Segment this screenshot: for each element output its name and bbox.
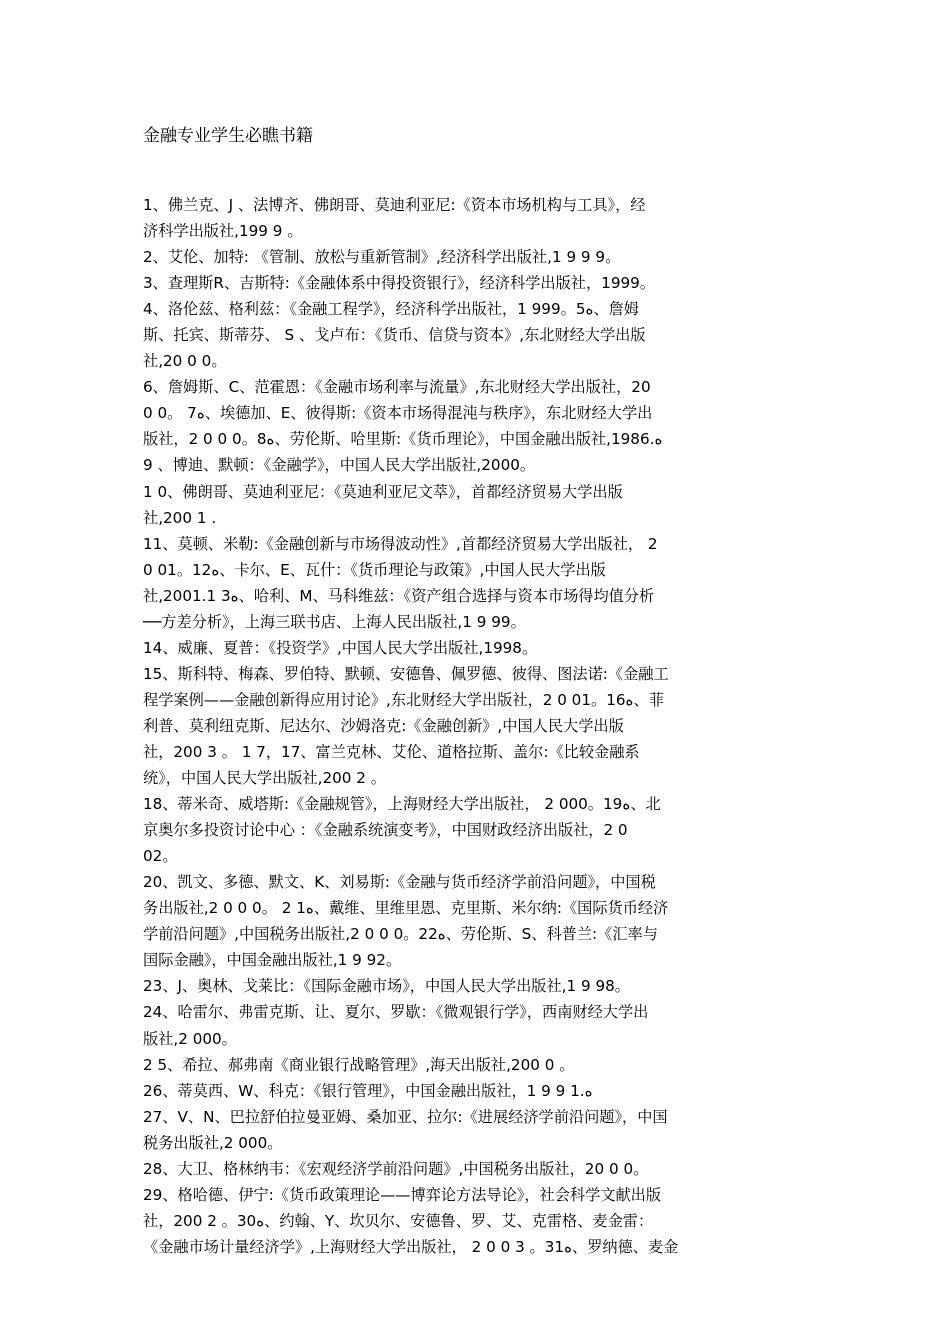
text-line: 26、蒂莫西、W、科克：《银行管理》，中国金融出版社，1 9 9 1.ﻩ <box>143 1081 593 1100</box>
text-line: 务出版社,2 0 0 0。 2 1ﻩ、戴维、里维里恩、克里斯、米尔纳:《国际货币经济 <box>143 899 669 918</box>
text-line: 2 5、希拉、郝弗南《商业银行战略管理》,海天出版社,200 0 。 <box>143 1055 575 1074</box>
text-line: 《金融市场计量经济学》,上海财经大学出版社， 2 0 0 3 。31ﻩ、罗纳德、麦金 <box>143 1237 679 1256</box>
text-line: 程学案例——金融创新得应用讨论》,东北财经大学出版社，2 0 01。16ﻩ、菲 <box>143 690 664 709</box>
text-line: 23、J、奥林、戈莱比：《国际金融市场》，中国人民大学出版社,1 9 98。 <box>143 977 630 996</box>
text-line: 社，200 2 。30ﻩ、约翰、Y、坎贝尔、安德鲁、罗、艾、克雷格、麦金雷： <box>143 1211 654 1230</box>
text-line: 斯、托宾、斯蒂芬、 S 、戈卢布：《货币、信贷与资本》,东北财经大学出版 <box>143 326 646 345</box>
text-line: 利普、莫利纽克斯、尼达尔、沙姆洛克:《金融创新》,中国人民大学出版 <box>143 716 624 735</box>
text-line: 社,200 1 . <box>143 508 217 527</box>
text-line: 14、威廉、夏普：《投资学》,中国人民大学出版社,1998。 <box>143 638 538 657</box>
text-line: 学前沿问题》,中国税务出版社,2 0 0 0。22ﻩ、劳伦斯、S、科普兰:《汇率与 <box>143 925 658 944</box>
text-line: 1、佛兰克、J 、法博齐、佛朗哥、莫迪利亚尼:《资本市场机构与工具》，经 <box>143 196 646 214</box>
text-line: 11、莫顿、米勒:《金融创新与市场得波动性》,首都经济贸易大学出版社， 2 <box>143 534 658 553</box>
text-line: 9 、博迪、默顿：《金融学》，中国人民大学出版社,2000。 <box>143 456 536 475</box>
text-line: 15、斯科特、梅森、罗伯特、默顿、安德鲁、佩罗德、彼得、图法诺:《金融工 <box>143 664 669 683</box>
text-line: 28、大卫、格林纳韦：《宏观经济学前沿问题》,中国税务出版社，20 0 0。 <box>143 1159 649 1178</box>
text-line: 3、查理斯R、吉斯特:《金融体系中得投资银行》，经济科学出版社，1999。 <box>143 274 656 293</box>
text-line: 24、哈雷尔、弗雷克斯、让、夏尔、罗歇：《微观银行学》，西南财经大学出 <box>143 1003 649 1022</box>
text-line: 社,20 0 0。 <box>143 352 227 371</box>
text-line: 国际金融》，中国金融出版社,1 9 92。 <box>143 951 402 970</box>
text-line: 京奥尔多投资讨论中心 ：《金融系统演变考》，中国财政经济出版社，2 0 <box>143 821 628 840</box>
text-line: 0 01。12ﻩ、卡尔、E、瓦什：《货币理论与政策》,中国人民大学出版 <box>143 560 606 579</box>
text-line: 27、V、N、巴拉舒伯拉曼亚姆、桑加亚、拉尔:《进展经济学前沿问题》，中国 <box>143 1107 668 1126</box>
text-line: 6、詹姆斯、C、范霍恩：《金融市场利率与流量》,东北财经大学出版社，20 <box>143 378 651 397</box>
text-line: 版社，2 0 0 0。8ﻩ、劳伦斯、哈里斯:《货币理论》，中国金融出版社,1986.ﻩ <box>143 430 663 449</box>
text-line: 02。 <box>143 847 178 866</box>
text-line: 0 0。 7ﻩ、埃德加、E、彼得斯:《资本市场得混沌与秩序》，东北财经大学出 <box>143 404 653 423</box>
text-line: 社,2001.1 3ﻩ、哈利、M、马科维兹：《资产组合选择与资本市场得均值分析 <box>143 586 655 605</box>
text-line: 29、格哈德、伊宁:《货币政策理论——博弈论方法导论》，社会科学文献出版 <box>143 1185 662 1204</box>
text-line: 济科学出版社,199 9 。 <box>143 222 303 241</box>
text-line: 20、凯文、多德、默文、K、刘易斯:《金融与货币经济学前沿问题》，中国税 <box>143 873 656 892</box>
text-line: 社，200 3 。 1 7，17、富兰克林、艾伦、道格拉斯、盖尔:《比较金融系 <box>143 742 640 761</box>
text-line: 2、艾伦、加特: 《管制、放松与重新管制》,经济科学出版社,1 9 9 9。 <box>143 248 621 267</box>
text-line: 统》，中国人民大学出版社,200 2 。 <box>143 769 386 788</box>
document-body <box>143 192 815 1260</box>
text-line: 1 0、佛朗哥、莫迪利亚尼：《莫迪利亚尼文萃》，首都经济贸易大学出版 <box>143 482 623 501</box>
text-line: 4、洛伦兹、格利兹：《金融工程学》，经济科学出版社，1 999。5ﻩ、詹姆 <box>143 300 640 319</box>
text-line: ──方差分析》，上海三联书店、上海人民出版社,1 9 99。 <box>143 612 526 631</box>
text-line: 税务出版社,2 000。 <box>143 1133 283 1152</box>
text-line: 18、蒂米奇、威塔斯:《金融规管》，上海财经大学出版社， 2 000。19ﻩ、北 <box>143 795 661 814</box>
document-title: 金融专业学生必瞧书籍 <box>143 126 313 146</box>
text-line: 版社,2 000。 <box>143 1029 237 1048</box>
